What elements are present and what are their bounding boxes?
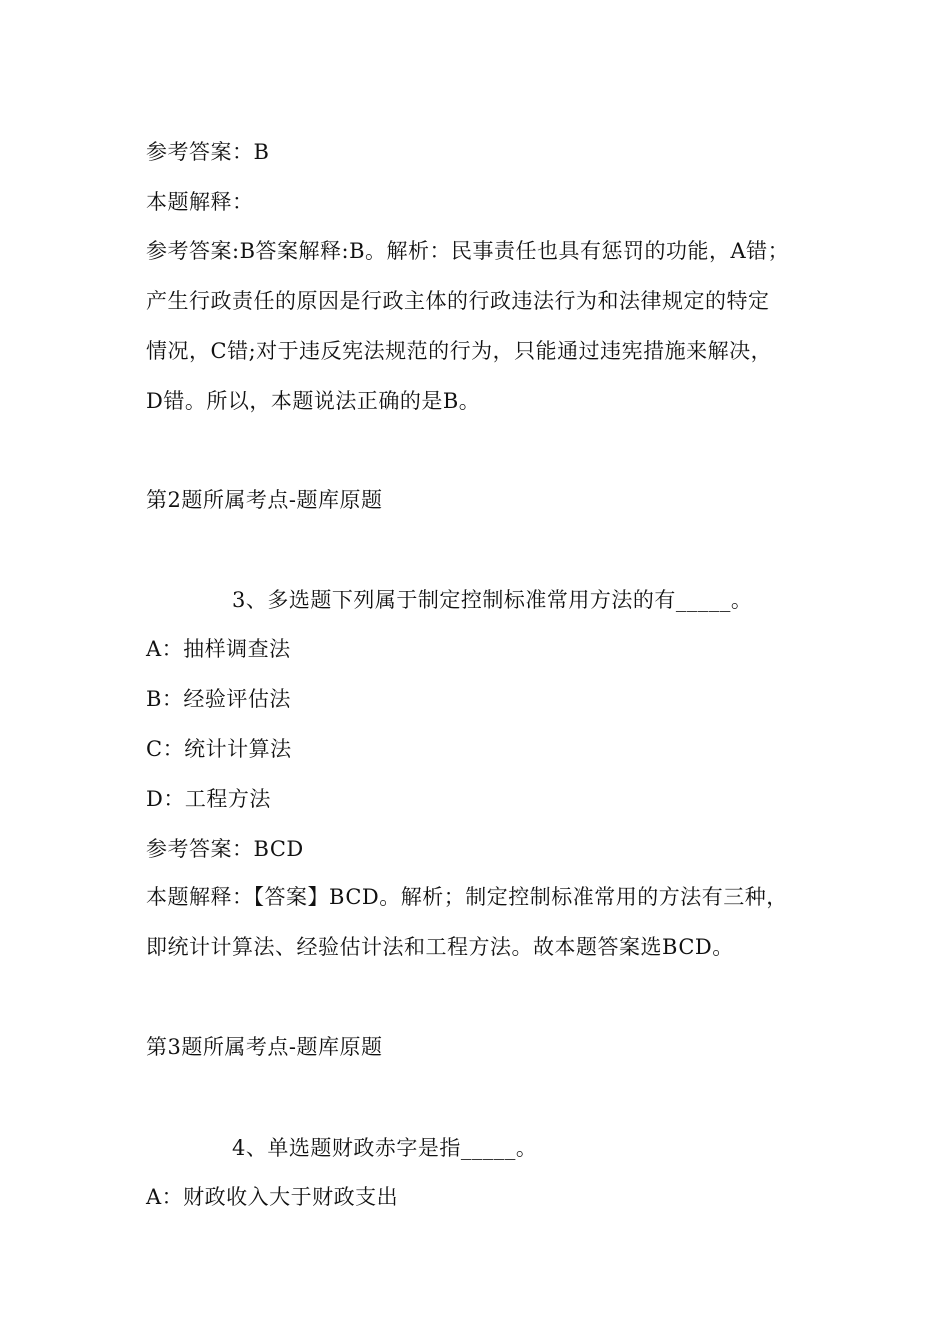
q4-option-a: A：财政收入大于财政支出 — [146, 1185, 399, 1209]
q1-explain-line: 参考答案:B答案解释:B。解析：民事责任也具有惩罚的功能，A错； — [146, 239, 790, 263]
q3-answer: 参考答案：BCD — [146, 837, 304, 861]
q3-explanation — [146, 872, 816, 972]
q3-explain-line: 即统计计算法、经验估计法和工程方法。故本题答案选BCD。 — [146, 935, 734, 959]
q3-option-c: C：统计计算法 — [146, 737, 292, 761]
q1-explain-line: 情况，C错;对于违反宪法规范的行为，只能通过违宪措施来解决， — [146, 339, 773, 363]
q3-knowledge-point: 第3题所属考点-题库原题 — [146, 1035, 383, 1059]
q2-knowledge-point: 第2题所属考点-题库原题 — [146, 488, 383, 512]
q3-option-b: B：经验评估法 — [146, 687, 291, 711]
q3-option-d: D：工程方法 — [146, 787, 271, 811]
q3-explain-line: 本题解释：【答案】BCD。解析；制定控制标准常用的方法有三种， — [146, 885, 788, 909]
q1-explain-label: 本题解释： — [146, 190, 254, 214]
q3-option-a: A：抽样调查法 — [146, 637, 291, 661]
q3-stem: 3、多选题下列属于制定控制标准常用方法的有_____。 — [232, 588, 753, 612]
q1-answer: 参考答案：B — [146, 140, 270, 164]
q1-explain-line: D错。所以，本题说法正确的是B。 — [146, 389, 481, 413]
q1-explain-line: 产生行政责任的原因是行政主体的行政违法行为和法律规定的特定 — [146, 289, 770, 313]
q4-stem: 4、单选题财政赤字是指_____。 — [232, 1136, 538, 1160]
q1-explanation — [146, 226, 816, 426]
